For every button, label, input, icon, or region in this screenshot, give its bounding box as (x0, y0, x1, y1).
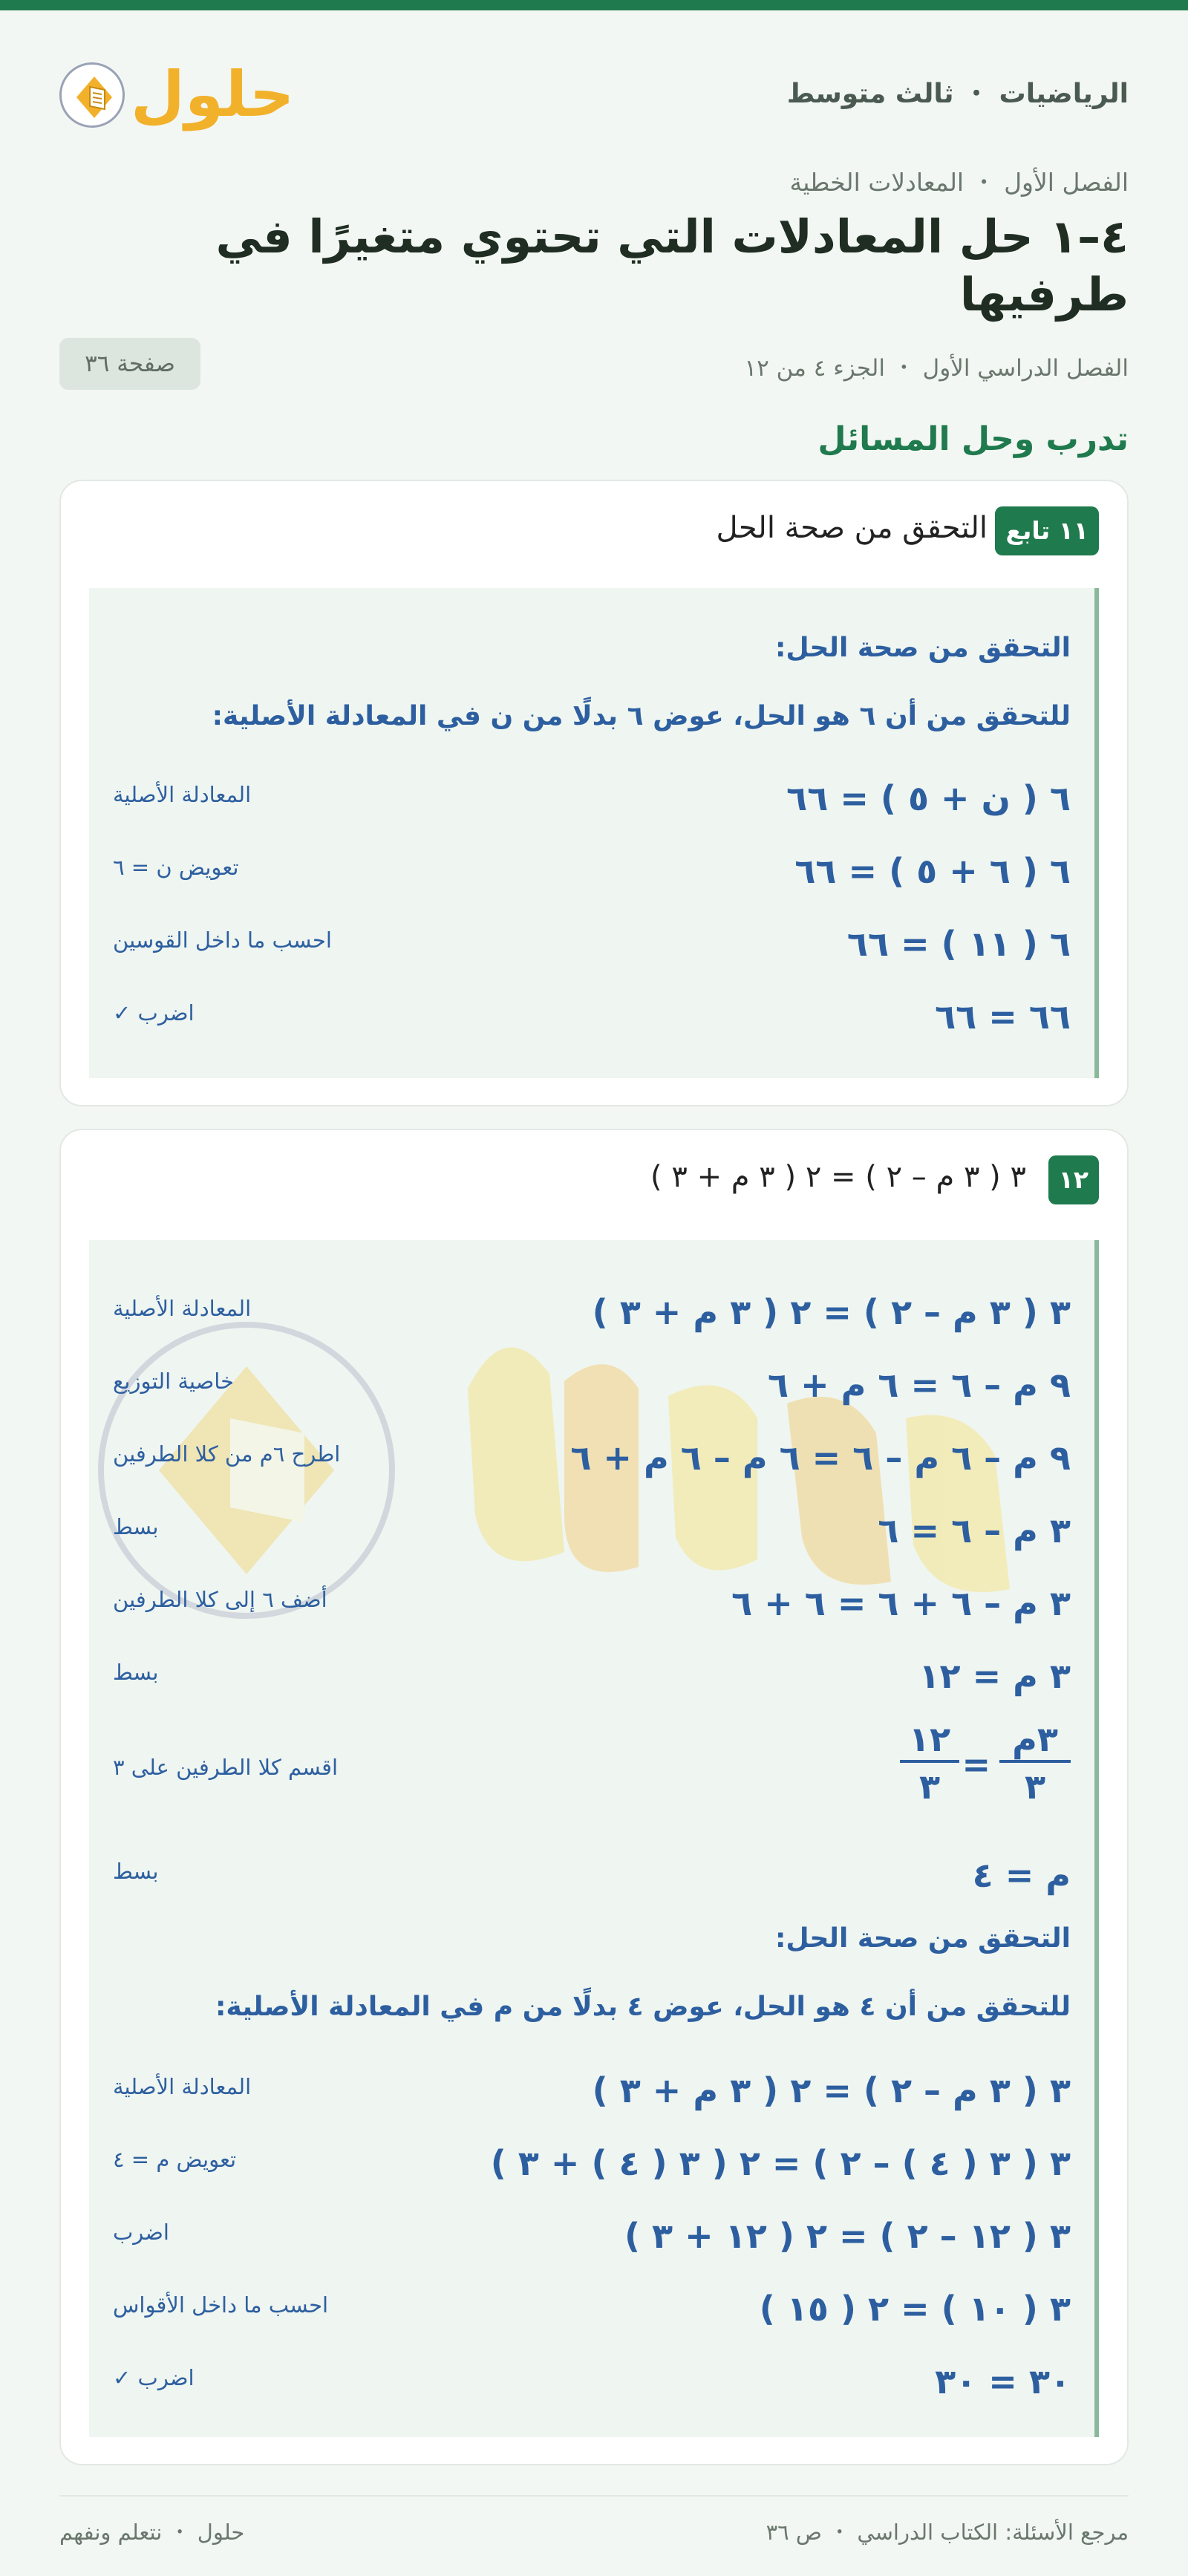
step-note: اضرب ✓ (113, 1000, 195, 1025)
subject-label: الرياضيات ・ ثالث متوسط (786, 79, 1129, 109)
step-equation: ٦ ( ٦ + ٥ ) = ٦٦ (794, 851, 1071, 891)
check-step (89, 2137, 1094, 2189)
step-equation: ٦٦ = ٦٦ (935, 997, 1071, 1037)
breadcrumb[interactable]: الفصل الأول ・ المعادلات الخطية (789, 168, 1129, 197)
solution-step (89, 991, 1094, 1043)
fraction-denominator: ٣ (1024, 1767, 1046, 1807)
question-card-11 (59, 480, 1129, 1106)
step-note: اطرح ٦م من كلا الطرفين (113, 1441, 341, 1467)
solution-step (89, 1432, 1094, 1484)
fraction-right (900, 1715, 959, 1810)
logo-text: حلول (131, 58, 295, 131)
step-note: اقسم كلا الطرفين على ٣ (113, 1755, 339, 1780)
fraction-left (999, 1715, 1071, 1810)
step-note: خاصية التوزيع (113, 1369, 235, 1394)
solution-panel (89, 1240, 1099, 2437)
check-step (89, 2283, 1094, 2335)
fraction-numerator: ١٢ (900, 1715, 959, 1763)
step-note: بسط (113, 1514, 159, 1539)
footer-divider (59, 2495, 1129, 2497)
solution-step (89, 1286, 1094, 1338)
fraction-step (89, 1715, 1094, 1827)
logo[interactable] (59, 46, 295, 143)
solution-step (89, 1504, 1094, 1556)
step-equation: ٦ ( ن + ٥ ) = ٦٦ (786, 778, 1071, 818)
step-equation: م = ٤ (972, 1855, 1071, 1895)
footer-source: مرجع الأسئلة: الكتاب الدراسي ・ ص ٣٦ (766, 2520, 1129, 2545)
step-note: المعادلة الأصلية (113, 782, 252, 807)
step-note: احسب ما داخل القوسين (113, 927, 332, 953)
step-equation: ٣ م – ٦ = ٦ (878, 1510, 1071, 1551)
step-equation: ٣ ( ٣ ( ٤ ) – ٢ ) = ٢ ( ٣ ( ٤ ) + ٣ ) (490, 2143, 1071, 2183)
step-equation: ٩ م – ٦ = ٦ م + ٦ (768, 1365, 1071, 1405)
step-note: احسب ما داخل الأقواس (113, 2292, 329, 2318)
question-number-badge: ١١ تابع (995, 506, 1099, 555)
solution-step (89, 918, 1094, 970)
step-equation: ٩ م – ٦ م – ٦ = ٦ م – ٦ م + ٦ (570, 1438, 1071, 1478)
step-equation: ٣ م – ٦ + ٦ = ٦ + ٦ (731, 1583, 1071, 1623)
fraction-numerator: ٣م (999, 1715, 1071, 1763)
step-equation: ٣ ( ٣ م – ٢ ) = ٢ ( ٣ م + ٣ ) (592, 1292, 1071, 1332)
fraction-equation (892, 1715, 1071, 1819)
page-title: ٤–١ حل المعادلات التي تحتوي متغيرًا في طرفيها (215, 209, 1129, 322)
section-title: تدرب وحل المسائل (817, 420, 1129, 458)
question-number-badge: ١٢ (1048, 1155, 1099, 1204)
step-note: المعادلة الأصلية (113, 1296, 252, 1321)
step-equation: ٣ ( ٣ م – ٢ ) = ٢ ( ٣ م + ٣ ) (592, 2070, 1071, 2110)
step-note: بسط (113, 1660, 159, 1685)
check-heading: التحقق من صحة الحل: (774, 633, 1071, 663)
step-note: بسط (113, 1859, 159, 1884)
lesson-meta: الفصل الدراسي الأول ・ الجزء ٤ من ١٢ (744, 355, 1129, 382)
step-note: أضف ٦ إلى كلا الطرفين (113, 1587, 327, 1612)
solution-step (89, 772, 1094, 824)
step-note: تعويض ن = ٦ (113, 855, 239, 880)
check-step (89, 2355, 1094, 2407)
step-note: اضرب (113, 2220, 169, 2245)
header (59, 46, 1129, 143)
check-step (89, 2210, 1094, 2262)
fraction-denominator: ٣ (918, 1767, 941, 1807)
step-equation: ٦ ( ١١ ) = ٦٦ (846, 924, 1071, 964)
solution-step (89, 1849, 1094, 1901)
question-title: التحقق من صحة الحل (716, 511, 988, 545)
step-note: المعادلة الأصلية (113, 2074, 252, 2099)
top-accent-bar (0, 0, 1188, 10)
check-instruction: للتحقق من أن ٤ هو الحل، عوض ٤ بدلًا من م في المعادلة الأصلية: (215, 1992, 1071, 2022)
solution-step (89, 1359, 1094, 1411)
step-equation: ٣ ( ١٠ ) = ٢ ( ١٥ ) (759, 2289, 1071, 2329)
step-note: تعويض م = ٤ (113, 2147, 237, 2172)
solution-step (89, 1650, 1094, 1702)
question-title: ٣ ( ٣ م – ٢ ) = ٢ ( ٣ م + ٣ ) (650, 1160, 1026, 1194)
step-equation: ٣ م = ١٢ (918, 1656, 1071, 1696)
check-instruction: للتحقق من أن ٦ هو الحل، عوض ٦ بدلًا من ن في المعادلة الأصلية: (212, 701, 1071, 731)
page-badge: صفحة ٣٦ (59, 338, 200, 390)
step-equation: ٣ ( ١٢ – ٢ ) = ٢ ( ١٢ + ٣ ) (624, 2216, 1071, 2256)
book-icon (59, 62, 125, 128)
step-note: اضرب ✓ (113, 2365, 195, 2390)
equals-sign: = (962, 1744, 990, 1784)
check-heading: التحقق من صحة الحل: (774, 1923, 1071, 1954)
step-equation: ٣٠ = ٣٠ (935, 2361, 1071, 2401)
footer-brand[interactable]: حلول ・ نتعلم ونفهم (59, 2520, 245, 2545)
question-card-12 (59, 1129, 1129, 2465)
check-step (89, 2064, 1094, 2116)
solution-step (89, 845, 1094, 897)
solution-step (89, 1577, 1094, 1629)
solution-panel (89, 588, 1099, 1078)
